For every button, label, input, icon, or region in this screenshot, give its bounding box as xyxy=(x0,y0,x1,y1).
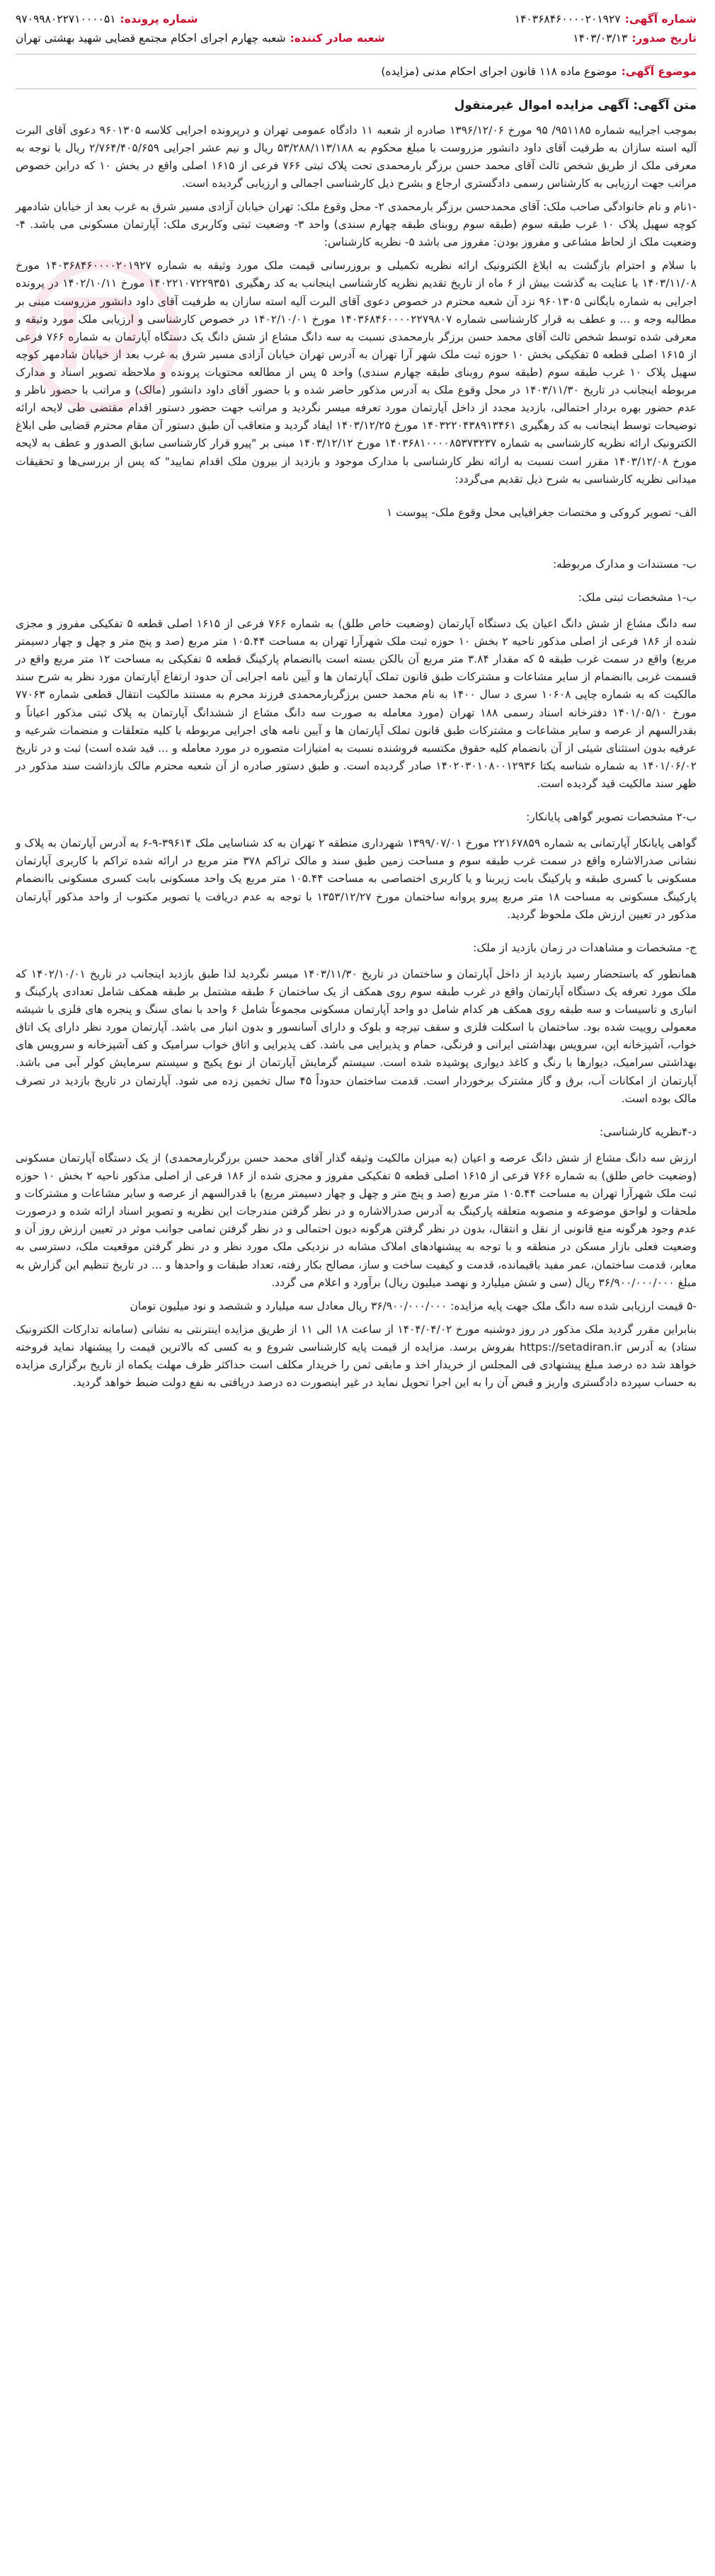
subject-value: موضوع ماده ۱۱۸ قانون اجرای احکام مدنی (مزایده) xyxy=(381,65,617,79)
notice-number-block xyxy=(515,11,697,28)
section-b-heading: ب- مستندات و مدارک مربوطه: xyxy=(552,557,697,571)
section-a-heading: الف- تصویر کروکی و مختصات جغرافیایی محل وقوع ملک- پیوست ۱ xyxy=(386,505,697,519)
issue-date-block xyxy=(573,30,697,47)
intro-paragraph: بموجب اجراییه شماره ۹۵۱۱۸۵/ ۹۵ مورخ ۱۳۹۶/۱۲/۰۶ صادره از شعبه ۱۱ دادگاه عمومی تهران و درپرونده اجرایی کلاسه ۹۶۰۱۳۰۵ دعوی آقای البرت آلیه استه سازان به طرفیت آقای داود دانشور مزروست با مبلغ محکوم به ۵۳/۲۸۸/۱۱۳/۱۸۸ ریال و نیم عشر اجرایی ۲/۷۶۴/۴۰۵/۶۵۹ ریال با توجه به معرفی ملک از طریق شخص ثالث آقای محمد حسن برزگر بارمحمدی تحت پلاک ثبتی ۷۶۶ فرعی از ۱۶۱۵ اصلی واقع در بخش ۱۰ که دراین خصوص مراتب جهت ارزیابی به کارشناس رسمی دادگستری ارجاع و بشرح ذیل کارشناسی اجمالی و ارزیابی گردیده است. xyxy=(16,123,697,190)
case-number-block xyxy=(16,11,198,28)
expert-report-paragraph: با سلام و احترام بازگشت به ابلاغ الکترونیک ارائه نظریه تکمیلی و بروزرسانی قیمت ملک مورد وثیقه به شماره ۱۴۰۳۶۸۴۶۰۰۰۰۲۰۱۹۲۷ مورخ ۱۴۰۳/۱۱/۰۸ با عنایت به گذشت بیش از ۶ ماه از تاریخ تقدیم نظریه کارشناسی اینجانب به کد رهگیری ۱۴۰۲۲۱۰۷۲۲۹۳۵۱ مورخ ۱۴۰۲/۱۰/۱۱ در پرونده اجرایی به شماره بایگانی ۹۶۰۱۳۰۵ نزد آن شعبه محترم در خصوص دعوی آقای البرت آلیه استه سازان به طرفیت آقای داود دانشور مزروست مبنی بر مطالبه وجه و ... و عطف به قرار کارشناسی شماره ۱۴۰۳۶۸۴۶۰۰۰۰۲۲۷۹۸۰۷ مورخ ۱۴۰۲/۱۰/۰۱ در خصوص کارشناسی و ارزیابی ملک مورد وثیقه و معرفی شده توسط شخص ثالث آقای محمد حسن برزگر بارمحمدی نسبت به سه دانگ مشاع از شش دانگ یک دستگاه آپارتمان به شماره ۷۶۶ فرعی از ۱۶۱۵ اصلی قطعه ۵ تفکیکی بخش ۱۰ حوزه ثبت ملک شهر آرا تهران به آدرس تهران خیابان آزادی مسیر شرق به غرب بعد از خیابان شادمهر کوچه سهیل پلاک ۱۰ غرب طبقه سوم (طبقه سوم روبنای طبقه چهارم سندی) واحد ۵ پس از مطالعه محتویات پرونده و ملاحظه تصویر اسناد و مدارک مربوطه اینجانب در تاریخ ۱۴۰۳/۱۱/۳۰ در محل وقوع ملک به آدرس مذکور حاضر شده و با حضور آقای داود دانشور (مالک) و مراتب با حضور ناظر و عدم حضور بهره بردار احتمالی، بازدید مجدد از داخل آپارتمان مورد تعرفه میسر نگردید و مراتب جهت حضور دستور اقدام مقتضی طی لایحه ارائه توضیحات توسط اینجانب به کد رهگیری ۱۴۰۳۲۲۰۴۳۸۹۱۳۴۶۱ مورخ ۱۴۰۳/۱۲/۲۵ ایفاد گردید و متعاقب آن طبق دستور آن مقام محترم قضایی طی ابلاغ الکترونیک ارائه نظریه کارشناسی به شماره ۱۴۰۳۶۸۱۰۰۰۰۸۵۳۷۳۲۳۷ مورخ ۱۴۰۳/۱۲/۱۲ مبنی بر "پیرو قرار کارشناسی سابق الصدور و عطف به لایحه مورخ ۱۴۰۳/۱۲/۰۸ مقرر است نسبت به ارائه نظر کارشناسی با مدارک موجود و بازدید از بیرون ملک اقدام نمایید" که پس از بررسی‌ها و تحقیقات میدانی نظریه کارشناسی به شرح ذیل تقدیم می‌گردد: xyxy=(16,259,697,486)
header-divider xyxy=(16,54,697,55)
registration-details-paragraph: سه دانگ مشاع از شش دانگ اعیان یک دستگاه آپارتمان (وضعیت خاص طلق) به شماره ۷۶۶ فرعی از ۱۶۱۵ اصلی قطعه ۵ تفکیکی مفروز و مجزی شده از ۱۸۶ فرعی از اصلی مذکور ناحیه ۲ بخش ۱۰ حوزه ثبت ملک شهرآرا تهران به مساحت ۱۰۵.۴۴ متر مربع (صد و پنج متر و چهل و چهار دسیمتر مربع) واقع در سمت غرب طبقه ۵ که مقدار ۳.۸۴ متر مربع آن بالکن بسته است باانضمام پارکینگ قطعه ۵ تفکیکی به مساحت ۱۲ متر مربع واقع در قسمت غربی باانضمام از سایر مشاعات و مشترکات طبق قانون تملک آپارتمان ها و آیین نامه اجرایی آن حدود ارتفاع آپارتمان مورد نظر به شرح سند مالکیت که به شماره چاپی ۱۰۶۰۸ سری د سال ۱۴۰۰ به نام محمد حسن برزگربارمحمدی فرزند محرم به مستند مالکیت انتقال قطعی شماره ۷۷۰۶۳ مورخ ۱۴۰۱/۰۵/۱۰ دفترخانه اسناد رسمی ۱۸۸ تهران (مورد معامله به صورت سه دانگ مشاع از ششدانگ آپارتمان به پلاک ثبتی مذکور اعیاناً و بقدرالسهم از عرصه و سایر مشاعات و مشترکات طبق قانون تملک آپارتمان ها و آیین نامه های اجرایی مربوطه با کلیه متعلقات و منضمات شرعیه و عرفیه بدون استثنای شیئی از آن بانضمام کلیه حقوق مکتسبه فروشنده نسبت به امتیازات متصوره در مورد معامله و ... قید شده است) ثبت و در تاریخ ۱۴۰۱/۰۶/۰۲ به شماره شناسه یکتا ۱۴۰۲۰۳۰۱۰۸۰۰۱۲۹۳۶ صادر گردیده است. و طبق دستور صادره از آن شعبه محترم مالک بازداشت سند مذکور در ظهر سند مالکیت قید گردیده است. xyxy=(16,617,697,791)
issuer-block xyxy=(16,30,385,47)
observations-paragraph: همانطور که باستحضار رسید بازدید از داخل آپارتمان و ساختمان در تاریخ ۱۴۰۳/۱۱/۳۰ میسر نگردید لذا طبق بازدید اینجانب در تاریخ ۱۴۰۲/۱۰/۰۱ که ملک مورد تعرفه یک دستگاه آپارتمان واقع در غرب طبقه سوم روی همکف از یک ساختمان ۶ طبقه مشتمل بر طبقه همکف شامل تعدادی پارکینگ و انباری و تاسیسات و سه طبقه روی همکف هر کدام شامل دو واحد آپارتمان مسکونی مجموعاً شامل ۶ واحد با نمای سنگ و پنجره های فلزی با شیشه معمولی روییت شده بود. ساختمان با اسکلت فلزی و سقف تیرچه و بلوک و دارای آسانسور و بدون انبار می باشد. آپارتمان مورد نظر دارای یک اتاق خواب، آشپزخانه اپن، سرویس بهداشتی ایرانی و فرنگی، حمام و پذیرایی می باشد. کف پذیرایی و اتاق خواب سرامیک و کف آشپزخانه و سرویس های بهداشتی سرامیک، دیوارها با رنگ و کاغذ دیواری پوشیده شده است. سیستم گرمایش آپارتمان از نوع پکیج و سیستم سرمایش کولر آبی می باشد. آپارتمان از امکانات آب، برق و گاز مشترک برخوردار است. قدمت ساختمان حدوداً ۴۵ سال تخمین زده می شود. آپارتمان در تاریخ بازدید در تصرف مالک بوده است. xyxy=(16,967,697,1105)
subject-label: موضوع آگهی: xyxy=(621,65,697,79)
expert-opinion-paragraph: ارزش سه دانگ مشاع از شش دانگ عرصه و اعیان (به میزان مالکیت وثیقه گذار آقای محمد حسن برزگربارمحمدی) از یک دستگاه آپارتمان مسکونی (وضعیت خاص طلق) به شماره ۷۶۶ فرعی از ۱۶۱۵ اصلی قطعه ۵ تفکیکی مفروز و مجزی شده از ۱۸۶ فرعی از اصلی مذکور ناحیه ۲ بخش ۱۰ حوزه ثبت ملک شهرآرا تهران به مساحت ۱۰۵.۴۴ متر مربع (صد و پنج متر و چهل و چهار دسیمتر مربع) با قدرالسهم از عرصه و سایر مشاعات و مشترکات و ملحقات و لواحق موضوعه و منصوبه متعلقه پارکینگ به آدرس صدرالاشاره و در نظر گرفتن مندرجات این نظریه و تصویر اسناد ارائه شده و درصورت عدم وجود هرگونه منع قانونی از نقل و انتقال، بدون در نظر گرفتن هرگونه دیون احتمالی و در نظر گرفتن تمامی جوانب موثر در تعیین ارزش روز آن و وضعیت فعلی بازار مسکن در منطقه و با توجه به پیشنهادهای املاک مشابه در نزدیکی ملک مورد نظر و در نظر گرفتن موقعیت ملک، دسترسی به معابر، قدمت ساختمان، عمر مفید باقیمانده، قدمت و کیفیت ساخت و ساز، مصالح بکار رفته، تعداد طبقات و واحدها و ... در تاریخ تنظیم این گزارش به مبلغ ۳۶/۹۰۰/۰۰۰/۰۰۰ ریال (سی و شش میلیارد و نهصد میلیون ریال) برآورد و اعلام می گردد. xyxy=(16,1151,697,1289)
issuer: شعبه چهارم اجرای احکام مجتمع قضایی شهید بهشتی تهران xyxy=(16,31,286,45)
issue-date: ۱۴۰۳/۰۳/۱۳ xyxy=(573,31,628,45)
case-number-label: شماره پرونده: xyxy=(120,12,198,25)
property-info-paragraph: -۱نام و نام خانوادگی صاحب ملک: آقای محمدحسن برزگر بارمحمدی ۲- محل وقوع ملک: تهران خیابان آزادی مسیر شرق به غرب بعد از خیابان شادمهر کوچه سهیل پلاک ۱۰ غرب طبقه سوم (طبقه سوم روبنای طبقه چهارم سندی) واحد ۳- وضعیت ثبتی وکاربری ملک: آپارتمان مسکونی می باشد. ۴- وضعیت ملک از لحاظ مشاعی و مفروز بودن: مفروز می باشد ۵- نظریه کارشناس: xyxy=(16,200,697,249)
notice-number-label: شماره آگهی: xyxy=(624,12,697,25)
case-number: ۹۷۰۹۹۸۰۲۲۷۱۰۰۰۰۵۱ xyxy=(16,12,116,25)
subject-divider xyxy=(16,88,697,89)
header-row-1 xyxy=(16,10,697,29)
spacer xyxy=(16,530,697,540)
section-d-heading: د-۴نظریه کارشناسی: xyxy=(599,1125,697,1138)
body-title: متن آگهی: آگهی مزایده اموال غیرمنقول xyxy=(454,98,697,113)
section-b2-heading: ب-۲ مشخصات تصویر گواهی پایانکار: xyxy=(526,811,697,824)
auction-terms-paragraph: بنابراین مقرر گردید ملک مذکور در روز دوشنبه مورخ ۱۴۰۴/۰۴/۰۲ از ساعت ۱۸ الی ۱۱ از طریق مزایده اینترنتی به نشانی (سامانه تدارکات الکترونیک ستاد) به آدرس https://setadiran.ir بفروش برسد. مزایده از قیمت پایه کارشناسی شروع و به کسی که بالاترین قیمت را پیشنهاد نماید فروخته خواهد شد ده درصد مبلغ پیشنهادی فی المجلس از خریدار اخذ و مابقی ثمن را خریدار مکلف است حداکثر ظرف مهلت یکماه از تاریخ برگزاری مزایده به حساب سپرده دادگستری واریز و قبض آن را به این اجرا تحویل نماید در غیر اینصورت ده درصد دریافتی به نفع دولت ضبط خواهد گردید. xyxy=(16,1322,697,1390)
issue-date-label: تاریخ صدور: xyxy=(631,31,697,45)
issuer-label: شعبه صادر کننده: xyxy=(290,31,385,45)
section-b1-heading: ب-۱ مشخصات ثبتی ملک: xyxy=(578,590,697,604)
completion-certificate-paragraph: گواهی پایانکار آپارتمانی به شماره ۲۲۱۶۷۸۵۹ مورخ ۱۳۹۹/۰۷/۰۱ شهرداری منطقه ۲ تهران به کد شناسایی ملک ۳۹۶۱۴-۹-۶ به آدرس آپارتمان به پلاک و نشانی صدرالاشاره واقع در سمت غرب طبقه سوم و مساحت زمین طبق سند و مالک تراکم ۳۷۸ متر مربع در ارائه شده تراکم با کاربری آپارتمان مسکونی با کسری طبقه و پارکینگ بابت زیربنا و یا کاربری اختصاصی به مساحت ۱۰۵.۴۴ متر مربع یک واحد مسکونی بابت کسری مسکونی باانضمام پارکینگ مسکونی به مساحت ۱۸ متر مربع پیرو پروانه ساختمان مورخ ۱۳۵۳/۱۲/۲۷ با توجه به عدم دریافت یا تصویر مکتوب از واحد مذکور آپارتمان مذکور در تعیین ارزش ملک ملحوظ گردید. xyxy=(16,837,697,921)
header-row-2 xyxy=(16,29,697,48)
subject-row xyxy=(16,62,697,83)
appraised-value-paragraph: -۵ قیمت ارزیابی شده سه دانگ ملک جهت پایه مزایده: ۳۶/۹۰۰/۰۰۰/۰۰۰ ریال معادل سه میلیارد و ششصد و نود میلیون تومان xyxy=(130,1299,697,1312)
section-c-heading: ج- مشخصات و مشاهدات در زمان بازدید از ملک: xyxy=(473,941,697,954)
notice-number: ۱۴۰۳۶۸۴۶۰۰۰۰۲۰۱۹۲۷ xyxy=(514,12,621,25)
